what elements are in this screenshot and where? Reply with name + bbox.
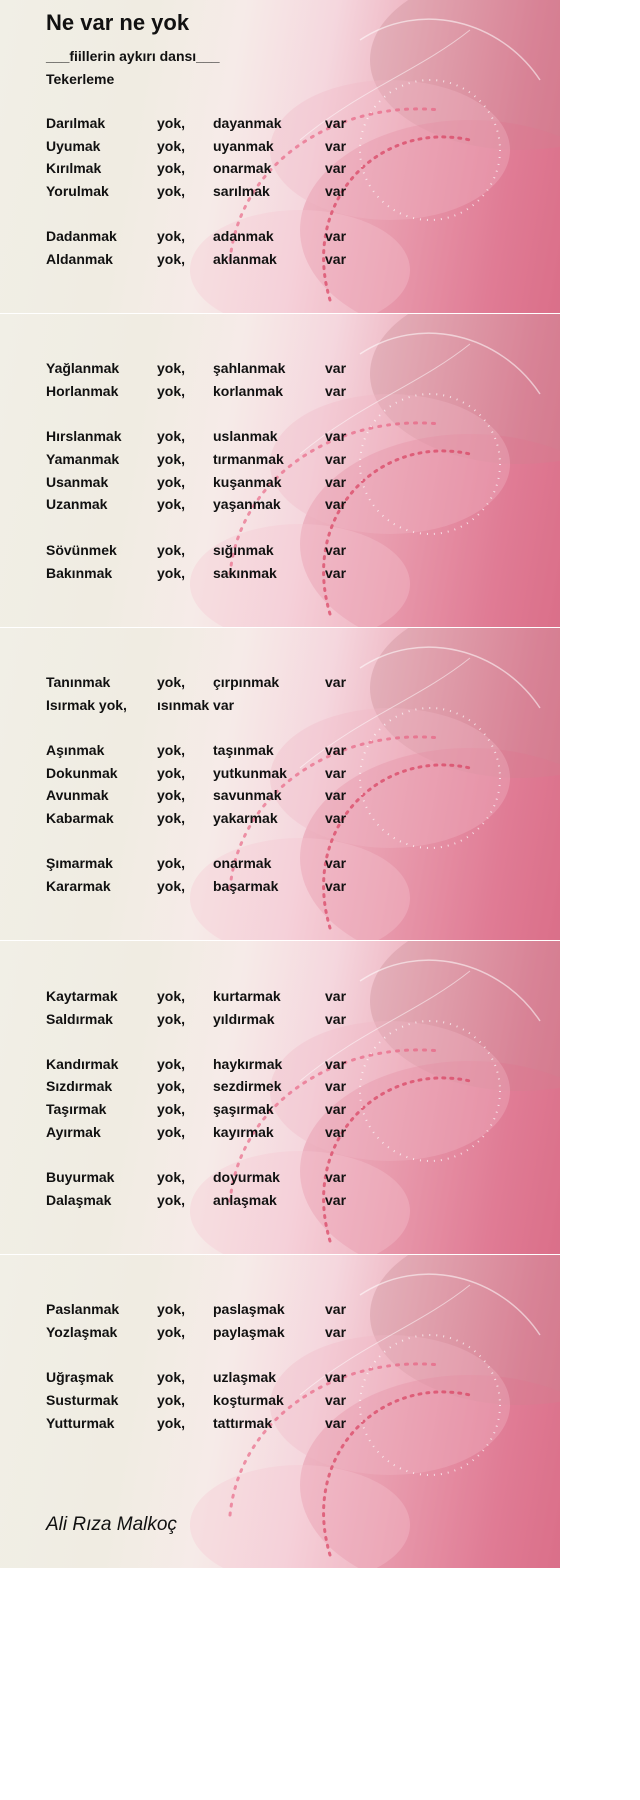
poem-word: var: [325, 1078, 347, 1094]
poem-word: Kırılmak: [46, 160, 102, 176]
poem-word: Dalaşmak: [46, 1192, 112, 1208]
poem-word: yok,: [157, 160, 186, 176]
poem-word: Taşırmak: [46, 1101, 107, 1117]
poem-word: yutkunmak: [213, 765, 287, 781]
poem-word: Darılmak: [46, 115, 106, 131]
poem-word: Kaytarmak: [46, 988, 118, 1004]
poem-word: Horlanmak: [46, 383, 119, 399]
poem-word: haykırmak: [213, 1056, 283, 1072]
poem-word: yok,: [157, 542, 186, 558]
poem-word: yaşanmak: [213, 496, 281, 512]
poem-word: koşturmak: [213, 1392, 284, 1408]
poem-word: var: [325, 251, 347, 267]
poem-word: Uzanmak: [46, 496, 108, 512]
poem-word: var: [325, 183, 347, 199]
poem-word: yok,: [157, 1169, 186, 1185]
poem-word: var: [325, 765, 347, 781]
poem-word: yok,: [157, 1101, 186, 1117]
poem-word: var: [325, 1369, 347, 1385]
poem-word: adanmak: [213, 228, 274, 244]
poem-word: yok,: [157, 1056, 186, 1072]
poem-word: yok,: [157, 451, 186, 467]
poem-word: Aldanmak: [46, 251, 113, 267]
poem-word: yok,: [157, 383, 186, 399]
poem-word: var: [325, 474, 347, 490]
poem-subtitle: ___fiillerin aykırı dansı___: [46, 48, 220, 64]
poem-word: şahlanmak: [213, 360, 286, 376]
poem-word: var: [325, 810, 347, 826]
poem-word: Isırmak yok,: [46, 697, 127, 713]
poem-word: yok,: [157, 1301, 186, 1317]
poem-word: var: [325, 383, 347, 399]
poem-word: var: [325, 1392, 347, 1408]
poem-word: sakınmak: [213, 565, 277, 581]
poem-word: yok,: [157, 1369, 186, 1385]
poem-word: Tanınmak: [46, 674, 111, 690]
poem-word: aklanmak: [213, 251, 277, 267]
poem-word: var: [325, 1124, 347, 1140]
poem-word: var: [325, 1169, 347, 1185]
poem-word: yok,: [157, 765, 186, 781]
poem-word: var: [325, 1101, 347, 1117]
poem-word: var: [325, 160, 347, 176]
poem-word: yok,: [157, 674, 186, 690]
poem-word: yok,: [157, 1415, 186, 1431]
poem-word: var: [325, 1011, 347, 1027]
poem-word: Yorulmak: [46, 183, 109, 199]
poem-word: tırmanmak: [213, 451, 284, 467]
poem-genre: Tekerleme: [46, 71, 115, 87]
poem-word: var: [325, 1301, 347, 1317]
poem-word: paslaşmak: [213, 1301, 285, 1317]
poem-word: onarmak: [213, 160, 272, 176]
poem-word: Paslanmak: [46, 1301, 120, 1317]
poem-word: yok,: [157, 115, 186, 131]
poem-word: var: [325, 1192, 347, 1208]
poem-word: var: [325, 742, 347, 758]
poem-word: yıldırmak: [213, 1011, 275, 1027]
poem-word: savunmak: [213, 787, 282, 803]
poem-word: paylaşmak: [213, 1324, 285, 1340]
poem-word: Avunmak: [46, 787, 109, 803]
poem-word: yok,: [157, 787, 186, 803]
poem-word: yok,: [157, 183, 186, 199]
poem-word: Bakınmak: [46, 565, 113, 581]
poem-word: var: [325, 988, 347, 1004]
poem-word: yok,: [157, 428, 186, 444]
poem-word: yok,: [157, 988, 186, 1004]
poem-word: Kabarmak: [46, 810, 114, 826]
poem-word: dayanmak: [213, 115, 282, 131]
poem-word: var: [325, 428, 347, 444]
poem-word: Hırslanmak: [46, 428, 122, 444]
poem-word: Buyurmak: [46, 1169, 115, 1185]
poem-word: var: [325, 855, 347, 871]
poem-word: Kararmak: [46, 878, 111, 894]
poem-word: başarmak: [213, 878, 279, 894]
poem-word: yok,: [157, 360, 186, 376]
poem-word: Usanmak: [46, 474, 109, 490]
poem-word: var: [325, 542, 347, 558]
poem-word: korlanmak: [213, 383, 284, 399]
poem-word: yok,: [157, 251, 186, 267]
poem-word: şaşırmak: [213, 1101, 274, 1117]
poem-word: Yutturmak: [46, 1415, 115, 1431]
poem-word: var: [325, 878, 347, 894]
poem-word: var: [325, 787, 347, 803]
poem-title: Ne var ne yok: [46, 10, 190, 35]
poem-word: yok,: [157, 1324, 186, 1340]
poem-word: yok,: [157, 138, 186, 154]
poem-word: Saldırmak: [46, 1011, 113, 1027]
poem-word: yok,: [157, 742, 186, 758]
poem-word: sığınmak: [213, 542, 274, 558]
poem-word: var: [325, 138, 347, 154]
poem-word: Dokunmak: [46, 765, 118, 781]
poem-word: uzlaşmak: [213, 1369, 277, 1385]
poem-word: Kandırmak: [46, 1056, 119, 1072]
poem-word: ısınmak var: [157, 697, 235, 713]
poem-word: Sövünmek: [46, 542, 117, 558]
poem-word: yok,: [157, 228, 186, 244]
poem-word: var: [325, 496, 347, 512]
poem-word: var: [325, 360, 347, 376]
poem-word: taşınmak: [213, 742, 274, 758]
poem-word: Yamanmak: [46, 451, 120, 467]
poem-word: yok,: [157, 565, 186, 581]
poem-word: var: [325, 674, 347, 690]
poem-word: var: [325, 1056, 347, 1072]
poem-word: var: [325, 565, 347, 581]
poem-word: Aşınmak: [46, 742, 105, 758]
poem-word: uslanmak: [213, 428, 278, 444]
poem-word: Sızdırmak: [46, 1078, 113, 1094]
poem-word: yok,: [157, 1124, 186, 1140]
poem-word: yok,: [157, 1011, 186, 1027]
poem-word: var: [325, 451, 347, 467]
poem-word: anlaşmak: [213, 1192, 277, 1208]
poem-word: yok,: [157, 1192, 186, 1208]
poem-word: yakarmak: [213, 810, 278, 826]
poem-word: sarılmak: [213, 183, 270, 199]
poem-word: çırpınmak: [213, 674, 280, 690]
poem-word: Dadanmak: [46, 228, 117, 244]
poem-word: Susturmak: [46, 1392, 119, 1408]
poem-word: sezdirmek: [213, 1078, 282, 1094]
poem-word: Şımarmak: [46, 855, 113, 871]
poem-word: yok,: [157, 496, 186, 512]
poem-word: yok,: [157, 810, 186, 826]
poem-word: kuşanmak: [213, 474, 282, 490]
poem-word: Uyumak: [46, 138, 101, 154]
poem-author: Ali Rıza Malkoç: [46, 1514, 177, 1535]
poem-word: yok,: [157, 1078, 186, 1094]
poem-word: yok,: [157, 1392, 186, 1408]
poem-word: uyanmak: [213, 138, 274, 154]
poem-word: yok,: [157, 855, 186, 871]
poem-word: var: [325, 1415, 347, 1431]
poem-word: var: [325, 228, 347, 244]
poem-word: kurtarmak: [213, 988, 281, 1004]
poem-word: Uğraşmak: [46, 1369, 114, 1385]
poem-word: Yağlanmak: [46, 360, 120, 376]
poem-word: kayırmak: [213, 1124, 274, 1140]
poem-word: Ayırmak: [46, 1124, 101, 1140]
poem-word: yok,: [157, 878, 186, 894]
poem-word: var: [325, 1324, 347, 1340]
poem-word: var: [325, 115, 347, 131]
poem-word: doyurmak: [213, 1169, 280, 1185]
poem-word: onarmak: [213, 855, 272, 871]
poem-word: tattırmak: [213, 1415, 273, 1431]
poem-word: yok,: [157, 474, 186, 490]
poem-word: Yozlaşmak: [46, 1324, 118, 1340]
